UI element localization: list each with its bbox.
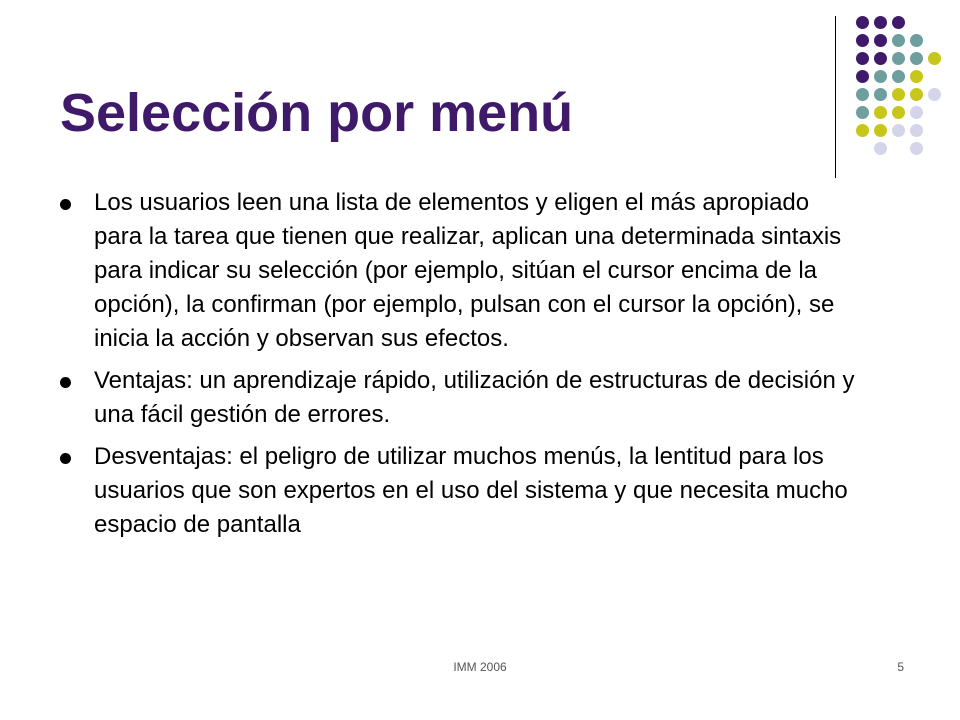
decorative-dot-icon <box>892 34 905 47</box>
decorative-dot-icon <box>874 88 887 101</box>
bullet-list <box>60 186 860 550</box>
bullet-dot-icon <box>60 199 71 210</box>
decorative-dot-icon <box>892 106 905 119</box>
decorative-dot-icon <box>856 106 869 119</box>
decorative-dot-icon <box>874 124 887 137</box>
decorative-dot-icon <box>910 142 923 155</box>
decorative-dot-icon <box>910 88 923 101</box>
bullet-dot-icon <box>60 453 71 464</box>
decorative-dot-icon <box>874 142 887 155</box>
decorative-dot-icon <box>856 124 869 137</box>
decorative-dot-icon <box>874 52 887 65</box>
decorative-dot-icon <box>892 124 905 137</box>
decorative-dot-icon <box>910 106 923 119</box>
bullet-text: Los usuarios leen una lista de elementos y eligen el más apropiado para la tarea que tienen que realizar, aplican una determinada sintaxis para indicar su selección (por ejemplo, sitúan el cursor encima de la opción), la confirman (por ejemplo, pulsan con el cursor la opción), se inicia la acción y observan sus efectos. <box>94 189 842 352</box>
decorative-dot-icon <box>856 52 869 65</box>
decorative-dot-icon <box>892 88 905 101</box>
decorative-dot-icon <box>910 124 923 137</box>
decorative-dot-icon <box>910 70 923 83</box>
slide-title: Selección por menú <box>60 83 574 143</box>
decorative-dot-icon <box>910 52 923 65</box>
footer-text: IMM 2006 <box>453 660 507 674</box>
bullet-item <box>60 186 860 356</box>
decorative-dot-icon <box>928 52 941 65</box>
decorative-dot-icon <box>856 16 869 29</box>
decorative-dot-icon <box>874 106 887 119</box>
bullet-item <box>60 440 860 542</box>
decorative-dot-icon <box>856 70 869 83</box>
decorative-dot-icon <box>892 52 905 65</box>
decorative-dot-icon <box>874 34 887 47</box>
decorative-dot-icon <box>874 70 887 83</box>
decorative-dot-icon <box>874 16 887 29</box>
vertical-divider <box>835 16 836 178</box>
page-number: 5 <box>897 660 904 674</box>
bullet-text: Desventajas: el peligro de utilizar muchos menús, la lentitud para los usuarios que son expertos en el uso del sistema y que necesita mucho espacio de pantalla <box>94 443 848 538</box>
decorative-dot-icon <box>892 70 905 83</box>
decorative-dot-icon <box>928 88 941 101</box>
decorative-dot-icon <box>856 88 869 101</box>
decorative-dot-icon <box>856 34 869 47</box>
bullet-item <box>60 364 860 432</box>
bullet-text: Ventajas: un aprendizaje rápido, utilización de estructuras de decisión y una fácil gestión de errores. <box>94 367 855 428</box>
decorative-dot-icon <box>910 34 923 47</box>
decorative-dot-icon <box>892 16 905 29</box>
bullet-dot-icon <box>60 377 71 388</box>
